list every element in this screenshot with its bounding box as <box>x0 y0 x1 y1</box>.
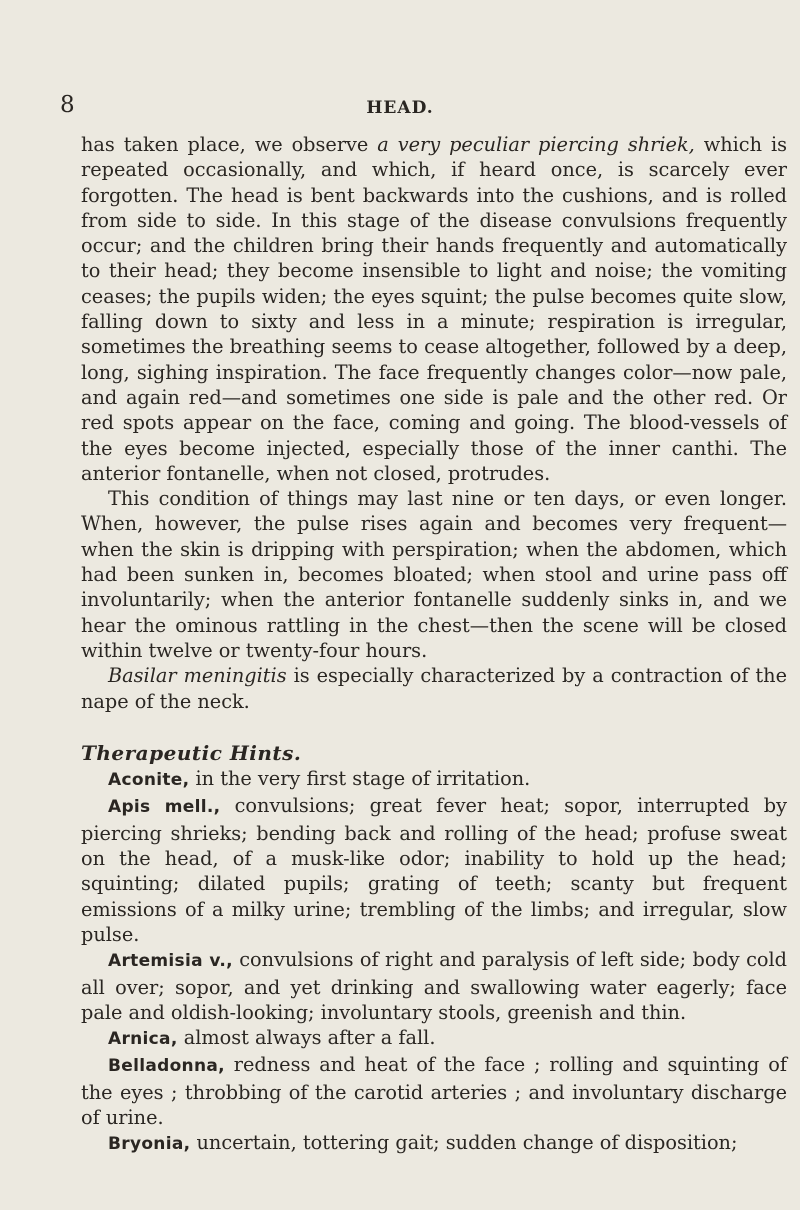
remedy-name: Artemisia v., <box>108 951 233 972</box>
section-heading: Therapeutic Hints. <box>81 740 302 765</box>
paragraph-course <box>81 486 787 663</box>
paragraph-basilar <box>81 663 787 714</box>
emphasis-text: a very peculiar piercing shriek, <box>377 133 695 156</box>
remedy-text: convulsions; great fever heat; sopor, interrupted by piercing shrieks; bending back and rolling of the head; profuse sweat on the head, of a musk-like odor; inability to hold up the head; squinting; dilated pupils; grating of teeth; scanty but frequent emissions of a milky urine; trembling of the limbs; and irregular, slow pulse. <box>81 794 787 946</box>
remedy-name: Bryonia, <box>108 1134 191 1155</box>
remedy-entry <box>81 1052 787 1130</box>
body-text <box>81 132 787 1158</box>
remedy-entry <box>81 1130 787 1157</box>
remedy-text: redness and heat of the face ; rolling and squinting of the eyes ; throbbing of the carotid arteries ; and involuntary discharge of urine. <box>81 1053 787 1129</box>
remedy-entry <box>81 793 787 947</box>
running-head <box>0 92 800 122</box>
remedy-entry <box>81 766 787 793</box>
running-head-title: HEAD. <box>366 98 434 118</box>
paragraph-text: which is repeated occasionally, and which, if heard once, is scarcely ever forgotten. The head is bent backwards into the cushions, and is rolled from side to side. In this stage of the disease convulsions frequently occur; and the children bring their hands frequently and automatically to their head; they become insensible to light and noise; the vomiting ceases; the pupils widen; the eyes squint; the pulse becomes quite slow, falling down to sixty and less in a minute; respiration is irregular, sometimes the breathing seems to cease altogether, followed by a deep, long, sighing inspiration. The face frequently changes color—now pale, and again red—and sometimes one side is pale and the other red. Or red spots appear on the face, coming and going. The blood-vessels of the eyes become injected, especially those of the inner canthi. The anterior fontanelle, when not closed, protrudes. <box>81 133 788 485</box>
remedy-entry <box>81 1025 787 1052</box>
remedy-name: Aconite, <box>108 770 190 791</box>
remedy-name: Belladonna, <box>108 1056 225 1077</box>
paragraph-text: This condition of things may last nine or ten days, or even longer. When, however, the pulse rises again and becomes very frequent—when the skin is dripping with perspiration; when the abdomen, which had been sunken in, becomes bloated; when stool and urine pass off involuntarily; when the anterior fontanelle suddenly sinks in, and we hear the ominous rattling in the chest—then the scene will be closed within twelve or twenty-four hours. <box>81 487 787 662</box>
page-number: 8 <box>60 92 75 118</box>
remedy-text: almost always after a fall. <box>177 1026 436 1050</box>
remedy-text: uncertain, tottering gait; sudden change of disposition; <box>190 1131 738 1155</box>
remedy-name: Apis mell., <box>108 797 221 818</box>
remedy-text: in the very first stage of irritation. <box>189 767 531 791</box>
remedy-name: Arnica, <box>108 1029 178 1050</box>
paragraph-text: is especially characterized by a contraction of the nape of the neck. <box>81 664 788 713</box>
remedy-entry <box>81 947 787 1025</box>
paragraph-text: has taken place, we observe <box>81 133 378 156</box>
remedy-text: convulsions of right and paralysis of left side; body cold all over; sopor, and yet drinking and swallowing water eagerly; face pale and oldish-looking; involuntary stools, greenish and thin. <box>81 948 787 1024</box>
emphasis-text: Basilar meningitis <box>108 664 287 688</box>
paragraph-symptoms <box>81 132 787 486</box>
